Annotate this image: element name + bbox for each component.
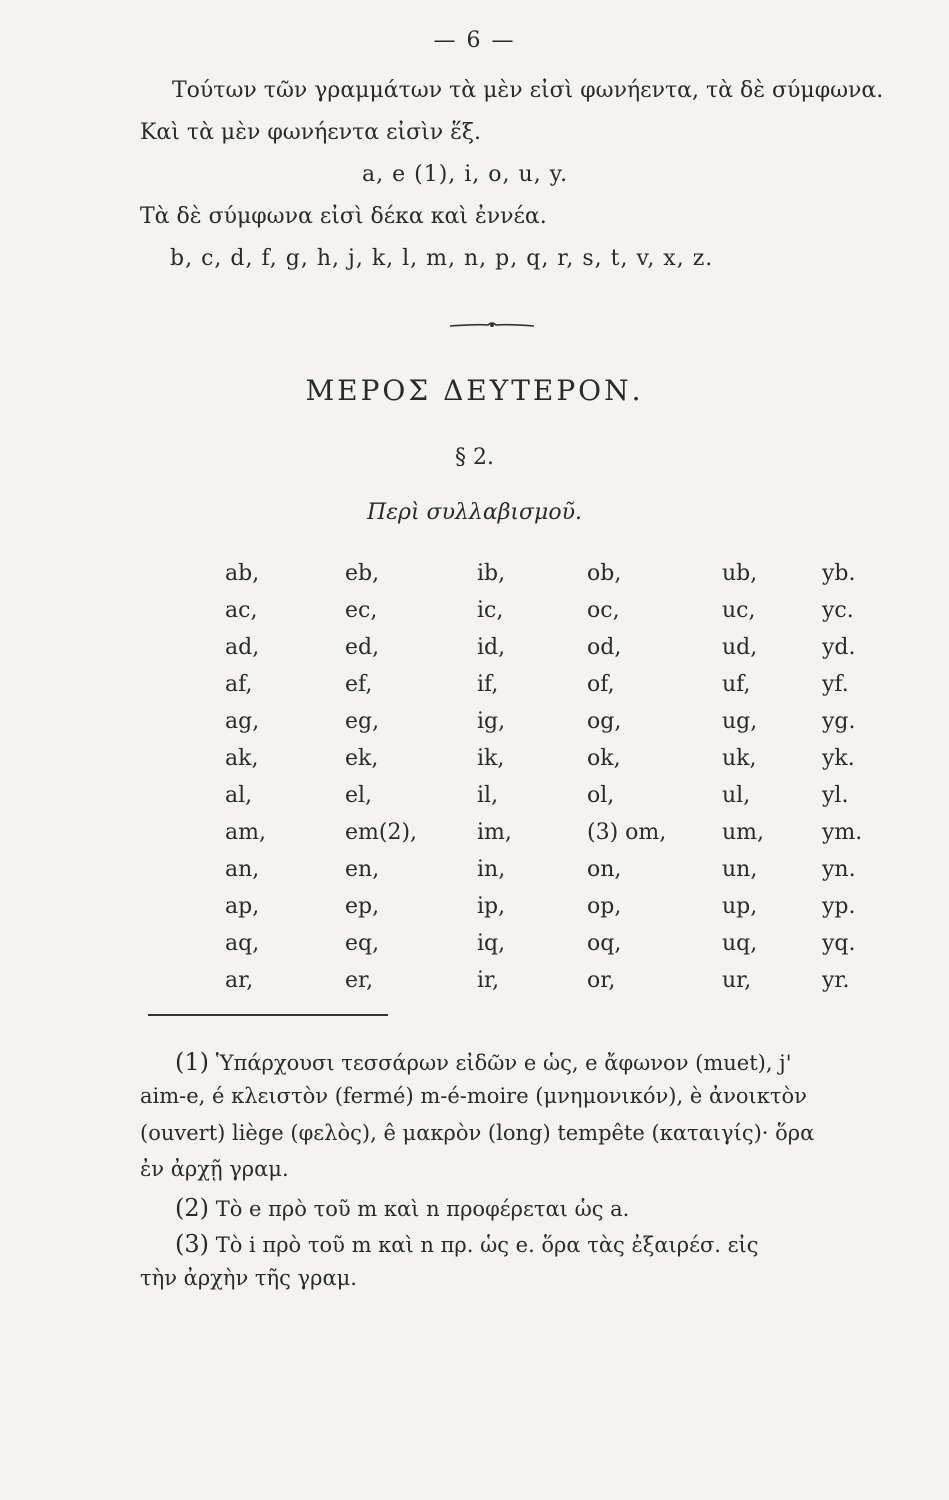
syllable-cell: yf. [822, 672, 849, 697]
syllable-cell: al, [225, 783, 253, 808]
footnote-1-line-2: aim-e, é κλειστὸν (fermé) m-é-moire (μνημονικόν), è ἀνοικτὸν [140, 1084, 807, 1108]
footnote-1-line-1 [175, 1048, 791, 1076]
syllable-cell: in, [477, 857, 506, 882]
syllable-cell: ul, [722, 783, 751, 808]
syllable-cell: og, [587, 709, 622, 734]
syllable-cell: (3) om, [587, 820, 667, 845]
intro-line-consonants-count: Τὰ δὲ σύμφωνα εἰσὶ δέκα καὶ ἐννέα. [140, 204, 547, 229]
syllable-cell: od, [587, 635, 622, 660]
syllable-cell: ag, [225, 709, 260, 734]
syllable-row [225, 703, 882, 740]
syllable-cell: ol, [587, 783, 615, 808]
footnote-2 [175, 1194, 629, 1222]
footnote-3-marker: (3) [175, 1230, 209, 1258]
syllable-cell: eg, [345, 709, 380, 734]
section-number: § 2. [455, 445, 494, 470]
syllable-cell: ad, [225, 635, 260, 660]
footnote-1-line-4: ἐν ἀρχῇ γραμ. [140, 1157, 289, 1181]
syllable-table [225, 555, 882, 999]
syllable-row [225, 962, 882, 999]
syllable-cell: ed, [345, 635, 380, 660]
intro-line-letters: Τούτων τῶν γραμμάτων τὰ μὲν εἰσὶ φωνήεντα, τὰ δὲ σύμφωνα. [172, 78, 884, 103]
syllable-cell: iq, [477, 931, 506, 956]
syllable-cell: il, [477, 783, 499, 808]
syllable-cell: un, [722, 857, 758, 882]
syllable-row [225, 888, 882, 925]
syllable-cell: ur, [722, 968, 752, 993]
syllable-cell: ac, [225, 598, 258, 623]
syllable-cell: ig, [477, 709, 506, 734]
syllable-cell: oc, [587, 598, 620, 623]
footnote-3-line-2: τὴν ἀρχὴν τῆς γραμ. [140, 1266, 357, 1290]
syllable-cell: yn. [822, 857, 856, 882]
footnote-3-line-1 [175, 1230, 759, 1258]
syllable-cell: el, [345, 783, 373, 808]
syllable-cell: eb, [345, 561, 380, 586]
footnote-3-text: Τὸ i πρὸ τοῦ m καὶ n πρ. ὡς e. ὅρα τὰς ἐξαιρέσ. εἰς [215, 1233, 759, 1257]
syllable-cell: yb. [822, 561, 856, 586]
syllable-cell: ic, [477, 598, 504, 623]
footnote-2-text: Τὸ e πρὸ τοῦ m καὶ n προφέρεται ὡς a. [215, 1197, 630, 1221]
consonants-list: b, c, d, f, g, h, j, k, l, m, n, p, q, r, s, t, v, x, z. [170, 246, 714, 271]
footnote-2-marker: (2) [175, 1194, 209, 1222]
syllable-row [225, 666, 882, 703]
syllable-row [225, 740, 882, 777]
syllable-cell: im, [477, 820, 512, 845]
syllable-cell: yd. [822, 635, 856, 660]
syllable-cell: ym. [822, 820, 863, 845]
syllable-cell: en, [345, 857, 380, 882]
syllable-cell: op, [587, 894, 622, 919]
syllable-cell: ob, [587, 561, 622, 586]
syllable-cell: yq. [822, 931, 856, 956]
syllable-row [225, 629, 882, 666]
syllable-cell: up, [722, 894, 758, 919]
syllable-cell: uq, [722, 931, 758, 956]
syllable-cell: on, [587, 857, 622, 882]
syllable-cell: uc, [722, 598, 756, 623]
intro-line-vowels-count: Καὶ τὰ μὲν φωνήεντα εἰσὶν ἕξ. [140, 120, 482, 145]
page-number: — 6 — [433, 28, 516, 53]
syllable-cell: am, [225, 820, 266, 845]
syllable-row [225, 925, 882, 962]
syllable-cell: oq, [587, 931, 622, 956]
syllable-cell: ik, [477, 746, 505, 771]
footnote-1-text: Ὑπάρχουσι τεσσάρων εἰδῶν e ὡς, e ἄφωνον (muet), j' [215, 1051, 792, 1075]
syllable-cell: yg. [822, 709, 856, 734]
syllable-cell: ab, [225, 561, 260, 586]
syllable-row [225, 814, 882, 851]
syllable-row [225, 555, 882, 592]
vowels-list: a, e (1), i, o, u, y. [362, 162, 569, 187]
syllable-cell: eq, [345, 931, 380, 956]
syllable-cell: ub, [722, 561, 758, 586]
syllable-cell: yl. [822, 783, 849, 808]
syllable-cell: yr. [822, 968, 850, 993]
syllable-cell: ud, [722, 635, 758, 660]
syllable-cell: uk, [722, 746, 757, 771]
syllable-cell: uf, [722, 672, 751, 697]
syllable-cell: id, [477, 635, 506, 660]
syllable-cell: of, [587, 672, 615, 697]
syllable-cell: ib, [477, 561, 506, 586]
syllable-cell: ef, [345, 672, 373, 697]
syllable-row [225, 592, 882, 629]
syllable-cell: ir, [477, 968, 500, 993]
section-subtitle: Περὶ συλλαβισμοῦ. [367, 500, 582, 525]
syllable-cell: yk. [822, 746, 855, 771]
footnote-1-marker: (1) [175, 1048, 209, 1076]
syllable-row [225, 851, 882, 888]
syllable-cell: um, [722, 820, 765, 845]
syllable-cell: ar, [225, 968, 254, 993]
syllable-cell: ek, [345, 746, 379, 771]
syllable-cell: er, [345, 968, 374, 993]
footnote-1-line-3: (ouvert) liège (φελὸς), ê μακρὸν (long) tempête (καταιγίς)· ὅρα [140, 1121, 815, 1145]
ornament-divider [448, 320, 536, 330]
syllable-cell: ip, [477, 894, 506, 919]
syllable-cell: an, [225, 857, 260, 882]
syllable-cell: yp. [822, 894, 856, 919]
syllable-row [225, 777, 882, 814]
part-heading: ΜΕΡΟΣ ΔΕΥΤΕΡΟΝ. [305, 374, 644, 407]
syllable-cell: em(2), [345, 820, 418, 845]
syllable-cell: or, [587, 968, 616, 993]
syllable-cell: af, [225, 672, 253, 697]
footnote-rule [148, 1014, 388, 1016]
syllable-cell: ap, [225, 894, 260, 919]
syllable-cell: ep, [345, 894, 380, 919]
syllable-cell: if, [477, 672, 499, 697]
syllable-cell: yc. [822, 598, 854, 623]
syllable-cell: ok, [587, 746, 621, 771]
syllable-cell: ug, [722, 709, 758, 734]
syllable-cell: ec, [345, 598, 378, 623]
syllable-cell: ak, [225, 746, 259, 771]
syllable-cell: aq, [225, 931, 260, 956]
